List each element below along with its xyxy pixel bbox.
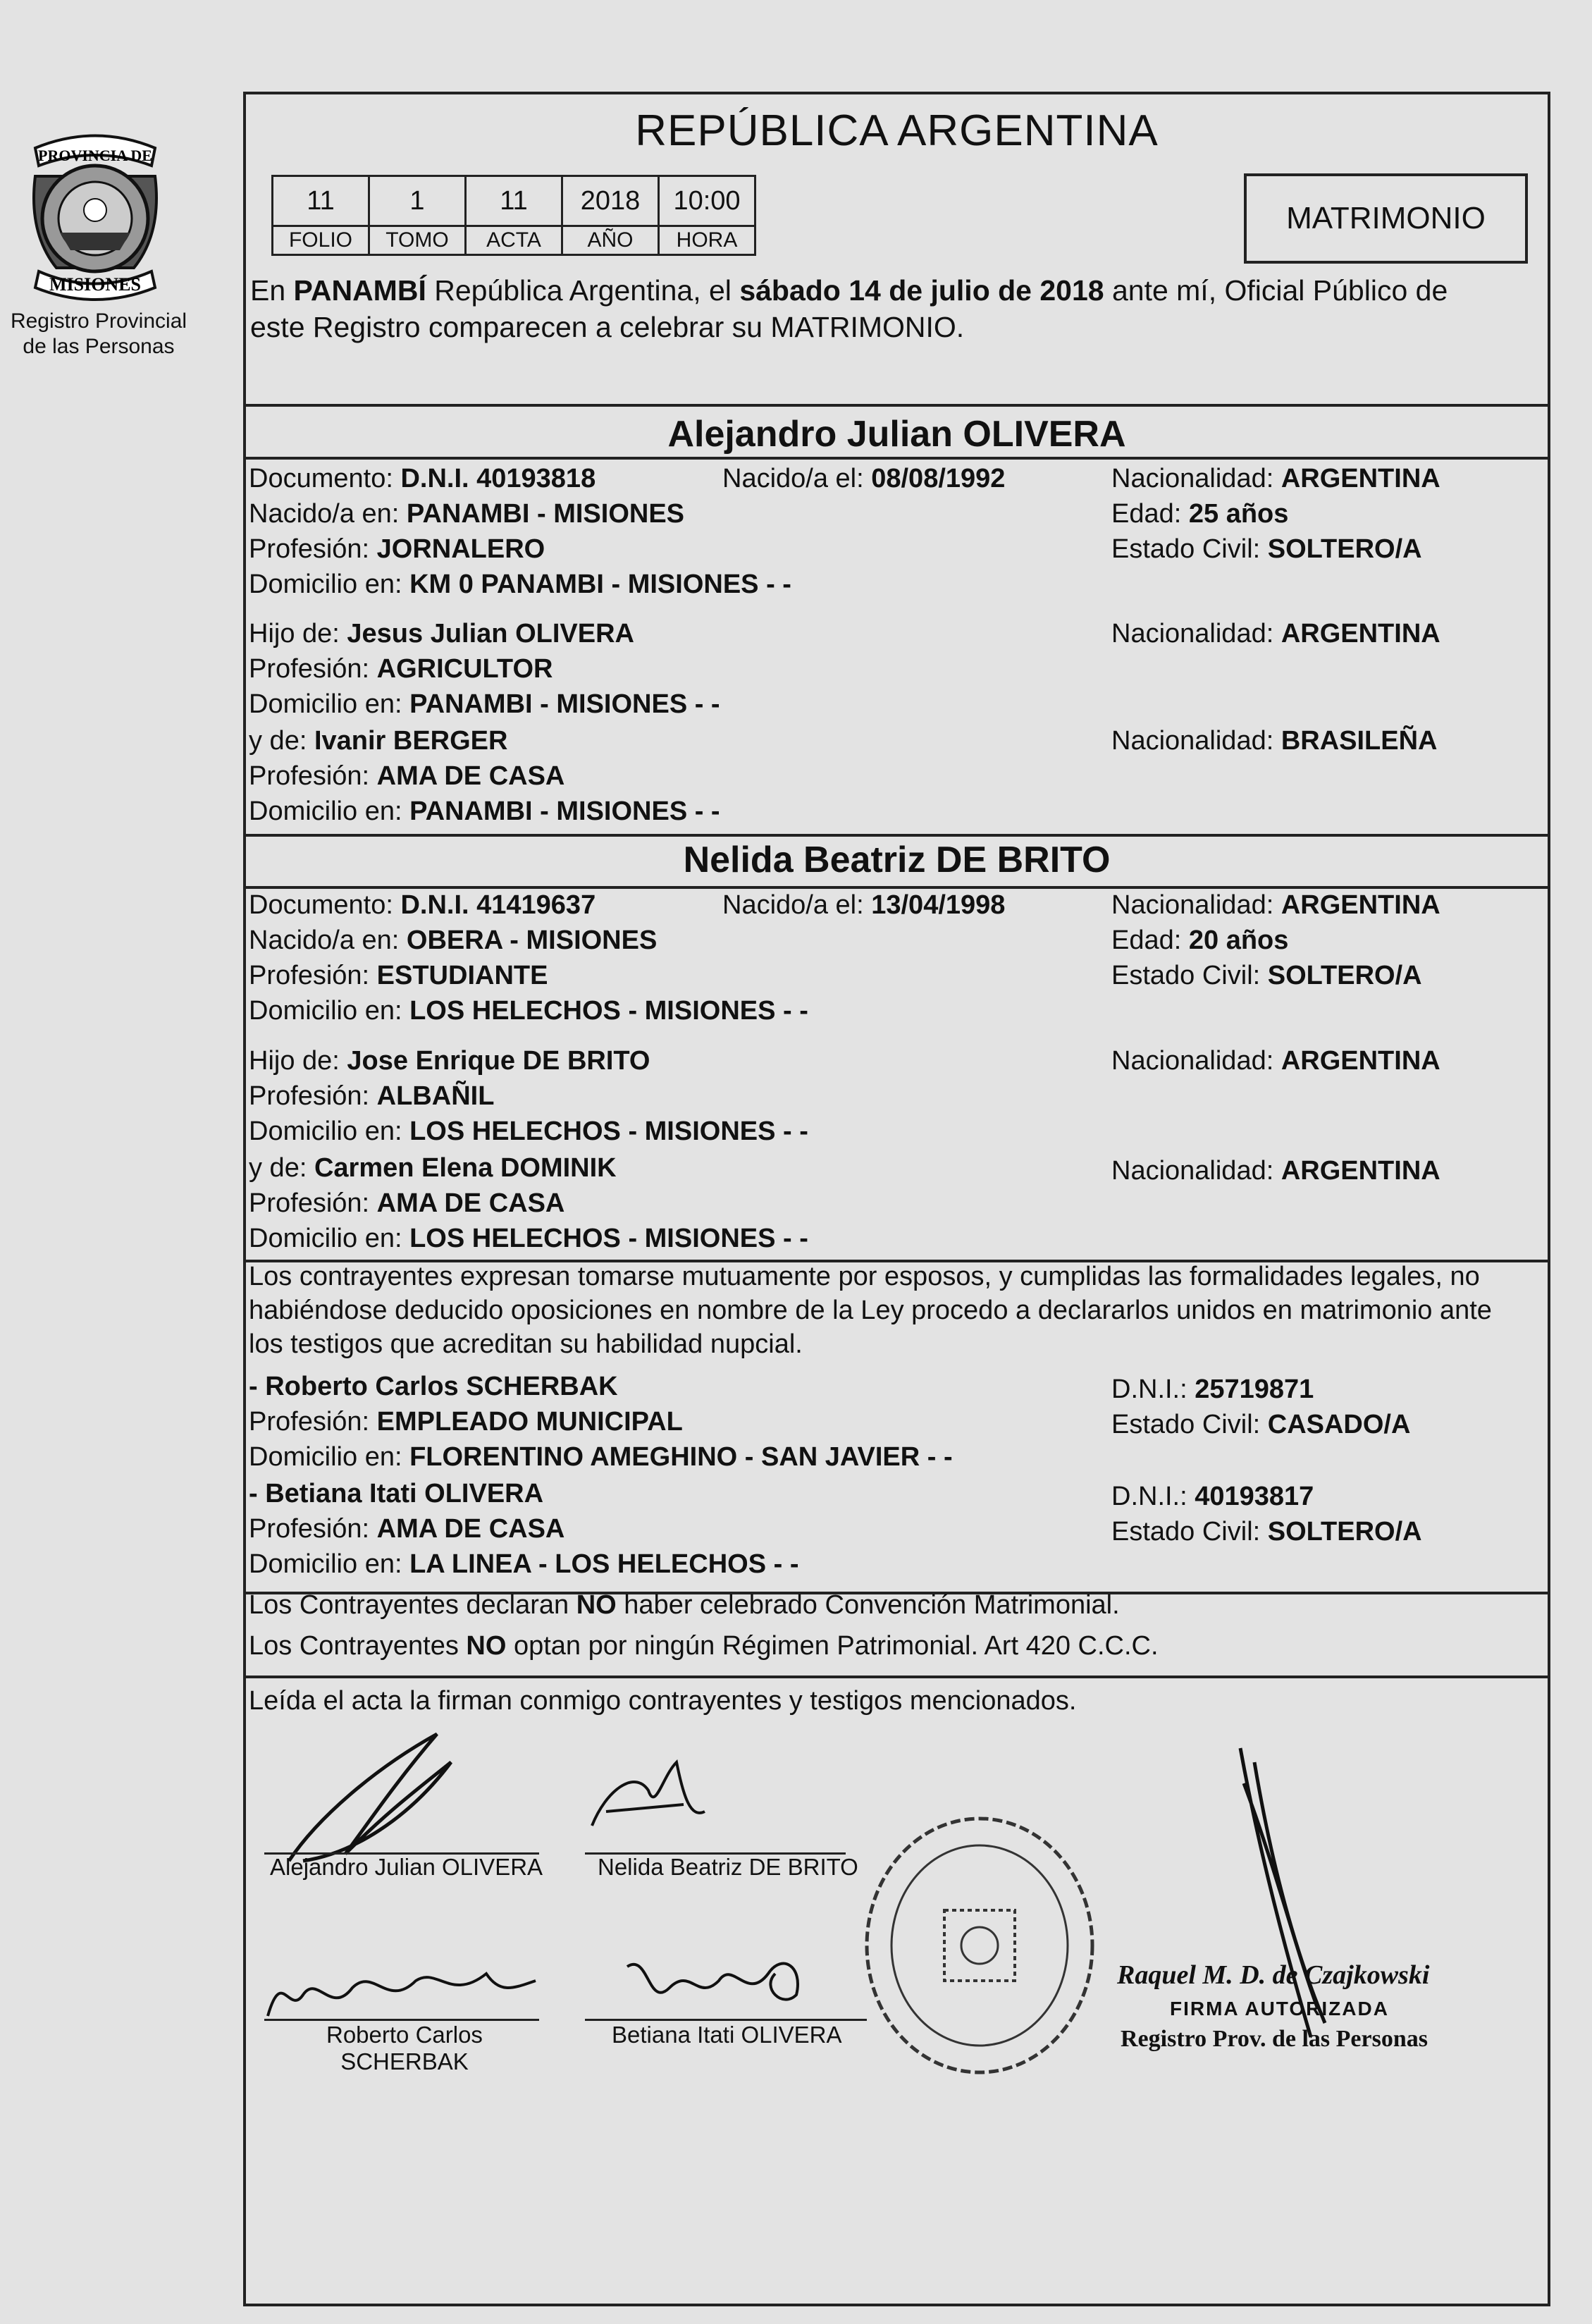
field-label: Nacido/a el: [722, 464, 872, 493]
field-label: Profesión: [249, 534, 377, 564]
field-value: ARGENTINA [1281, 890, 1440, 920]
page-title: REPÚBLICA ARGENTINA [635, 106, 1159, 155]
groom-nacido-el [722, 464, 1005, 494]
field-value: Jose Enrique DE BRITO [347, 1046, 650, 1076]
field-label: y de: [249, 726, 314, 756]
bride-edad [1111, 926, 1288, 956]
intro-text: ante mí, Oficial Público de [1104, 274, 1448, 307]
declaration [249, 1260, 1549, 1361]
field-label: Profesión: [249, 1514, 377, 1544]
field-label: D.N.I.: [1111, 1482, 1195, 1511]
field-value: JORNALERO [376, 534, 545, 564]
field-label: Estado Civil: [1111, 1517, 1268, 1547]
official-seal [860, 1812, 1099, 2079]
groom-domicilio [249, 570, 791, 600]
groom-profesion [249, 534, 545, 565]
witness1-signature-name-line: Roberto Carlos [326, 2022, 483, 2048]
witness1-domicilio [249, 1442, 953, 1473]
witness2-estado-civil [1111, 1517, 1422, 1547]
groom-nacionalidad [1111, 464, 1440, 494]
field-value: AMA DE CASA [376, 761, 565, 791]
convention-text: Los Contrayentes declaran [249, 1590, 576, 1620]
record-table [271, 175, 756, 256]
hora-value: 10:00 [659, 176, 755, 226]
field-value: OBERA - MISIONES [406, 926, 658, 955]
field-label: D.N.I.: [1111, 1375, 1195, 1404]
acta-label: ACTA [466, 226, 562, 255]
bride-profesion [249, 961, 548, 991]
field-label: Nacido/a en: [249, 926, 407, 955]
field-label: Documento: [249, 890, 401, 920]
groom-edad [1111, 499, 1288, 529]
field-value: KM 0 PANAMBI - MISIONES - - [409, 570, 791, 599]
field-label: Edad: [1111, 926, 1189, 955]
field-label: Profesión: [249, 961, 377, 990]
field-value: ESTUDIANTE [376, 961, 548, 990]
emblem-caption [0, 309, 197, 359]
witness2-dni [1111, 1482, 1314, 1512]
declaration-line: habiéndose deducido oposiciones en nombre de la Ley procedo a declararlos unidos en matrimonio ante [249, 1296, 1492, 1325]
bride-padre-profesion [249, 1081, 494, 1112]
bride-estado-civil [1111, 961, 1422, 991]
field-label: Nacido/a en: [249, 499, 407, 529]
groom-padre-profesion [249, 654, 553, 684]
bride-padre-nacionalidad [1111, 1046, 1440, 1076]
field-value: LOS HELECHOS - MISIONES - - [409, 1117, 808, 1146]
field-label: Domicilio en: [249, 797, 410, 826]
field-label: Domicilio en: [249, 1549, 410, 1579]
bride-padre-domicilio [249, 1117, 808, 1147]
field-value: D.N.I. 41419637 [400, 890, 596, 920]
field-label: Nacionalidad: [1111, 1156, 1281, 1186]
field-value: 25 años [1188, 499, 1289, 529]
field-label: Profesión: [249, 1081, 377, 1111]
bride-madre-profesion [249, 1188, 564, 1219]
field-label: Hijo de: [249, 1046, 347, 1076]
bride-padre [249, 1046, 650, 1076]
intro-line1 [250, 272, 1545, 309]
bride-nacionalidad [1111, 890, 1440, 921]
field-value: SOLTERO/A [1267, 1517, 1422, 1547]
field-value: AGRICULTOR [376, 654, 553, 684]
witness2-signature [620, 1938, 825, 2023]
groom-documento [249, 464, 596, 494]
witness1-dni [1111, 1375, 1314, 1405]
emblem-caption-line2: de las Personas [23, 335, 175, 358]
field-label: Estado Civil: [1111, 534, 1268, 564]
closing-statement: Leída el acta la firman conmigo contrayentes y testigos mencionados. [249, 1686, 1077, 1716]
tomo-value: 1 [369, 176, 466, 226]
divider [243, 834, 1550, 837]
divider [243, 1676, 1550, 1678]
svg-text:MISIONES: MISIONES [49, 274, 142, 295]
field-value: ARGENTINA [1281, 1156, 1440, 1186]
convention-text: optan por ningún Régimen Patrimonial. Art 420 C.C.C. [506, 1631, 1159, 1661]
witness2-profesion [249, 1514, 564, 1544]
field-label: Estado Civil: [1111, 1410, 1268, 1439]
field-value: BRASILEÑA [1281, 726, 1438, 756]
anio-label: AÑO [562, 226, 659, 255]
province-emblem [7, 127, 183, 303]
groom-nacido-en [249, 499, 684, 529]
witness1-name [249, 1372, 618, 1402]
witness1-signature-name-line: SCHERBAK [340, 2048, 469, 2074]
groom-madre-domicilio [249, 797, 720, 827]
signature-line [585, 2019, 867, 2021]
bride-madre-nacionalidad [1111, 1156, 1440, 1186]
field-label: Domicilio en: [249, 570, 410, 599]
intro-line2: este Registro comparecen a celebrar su MATRIMONIO. [250, 311, 965, 343]
groom-madre-profesion [249, 761, 564, 792]
field-label: Nacionalidad: [1111, 464, 1281, 493]
intro-text: En [250, 274, 294, 307]
field-label: y de: [249, 1153, 314, 1183]
witness2-domicilio [249, 1549, 798, 1580]
witness1-signature-name [326, 2022, 483, 2075]
groom-madre [249, 726, 507, 756]
field-value: SOLTERO/A [1267, 961, 1422, 990]
field-label: Profesión: [249, 654, 377, 684]
field-value: LOS HELECHOS - MISIONES - - [409, 1224, 808, 1253]
field-label: Domicilio en: [249, 996, 410, 1026]
field-label: Estado Civil: [1111, 961, 1268, 990]
field-label: Nacionalidad: [1111, 726, 1281, 756]
field-label: Profesión: [249, 1407, 377, 1437]
folio-value: 11 [273, 176, 369, 226]
field-value: LA LINEA - LOS HELECHOS - - [409, 1549, 799, 1579]
field-value: 08/08/1992 [871, 464, 1006, 493]
field-value: ALBAÑIL [376, 1081, 495, 1111]
svg-text:PROVINCIA DE: PROVINCIA DE [38, 147, 152, 164]
groom-name: Alejandro Julian OLIVERA [667, 414, 1126, 455]
divider [243, 404, 1550, 407]
groom-padre-nacionalidad [1111, 619, 1440, 649]
field-value: Ivanir BERGER [314, 726, 508, 756]
field-label: Documento: [249, 464, 401, 493]
field-value: 13/04/1998 [871, 890, 1006, 920]
witness1-profesion [249, 1407, 683, 1437]
field-value: EMPLEADO MUNICIPAL [376, 1407, 683, 1437]
bride-documento [249, 890, 596, 921]
declaration-line: los testigos que acreditan su habilidad nupcial. [249, 1329, 803, 1359]
field-label: Nacionalidad: [1111, 619, 1281, 648]
field-value: CASADO/A [1267, 1410, 1411, 1439]
field-value: LOS HELECHOS - MISIONES - - [409, 996, 808, 1026]
groom-estado-civil [1111, 534, 1422, 565]
intro-text: República Argentina, el [426, 274, 740, 307]
witness1-estado-civil [1111, 1410, 1410, 1440]
field-label: Domicilio en: [249, 1117, 410, 1146]
official-office: Registro Prov. de las Personas [1121, 2026, 1428, 2052]
bride-name: Nelida Beatriz DE BRITO [683, 840, 1111, 880]
bride-madre-domicilio [249, 1224, 808, 1254]
field-value: 20 años [1188, 926, 1289, 955]
signature-line [264, 2019, 539, 2021]
field-value: ARGENTINA [1281, 619, 1440, 648]
witness2-name [249, 1479, 543, 1509]
anio-value: 2018 [562, 176, 659, 226]
groom-padre [249, 619, 634, 649]
field-value: - Roberto Carlos SCHERBAK [249, 1372, 618, 1401]
field-value: PANAMBI - MISIONES - - [409, 797, 720, 826]
field-label: Hijo de: [249, 619, 347, 648]
field-value: ARGENTINA [1281, 1046, 1440, 1076]
declaration-line: Los contrayentes expresan tomarse mutuamente por esposos, y cumplidas las formalidades legales, no [249, 1262, 1480, 1291]
field-value: PANAMBI - MISIONES [406, 499, 685, 529]
bride-nacido-el [722, 890, 1005, 921]
field-label: Domicilio en: [249, 689, 410, 719]
intro-date: sábado 14 de julio de 2018 [739, 274, 1104, 307]
tomo-label: TOMO [369, 226, 466, 255]
groom-signature [261, 1720, 543, 1875]
field-value: 40193817 [1195, 1482, 1314, 1511]
convention-text: Los Contrayentes [249, 1631, 467, 1661]
official-role: FIRMA AUTORIZADA [1170, 1998, 1389, 2019]
field-label: Nacionalidad: [1111, 890, 1281, 920]
intro-place: PANAMBÍ [293, 274, 426, 307]
field-value: - Betiana Itati OLIVERA [249, 1479, 544, 1508]
field-label: Nacionalidad: [1111, 1046, 1281, 1076]
field-label: Profesión: [249, 1188, 377, 1218]
official-name: Raquel M. D. de Czajkowski [1117, 1960, 1430, 1990]
convention-no: NO [466, 1631, 507, 1661]
convention-text: haber celebrado Convención Matrimonial. [616, 1590, 1120, 1620]
emblem-caption-line1: Registro Provincial [10, 309, 187, 333]
field-value: FLORENTINO AMEGHINO - SAN JAVIER - - [409, 1442, 953, 1472]
field-label: Domicilio en: [249, 1224, 410, 1253]
field-value: AMA DE CASA [376, 1514, 565, 1544]
field-label: Profesión: [249, 761, 377, 791]
convention-line2 [249, 1631, 1159, 1661]
divider [243, 457, 1550, 460]
field-label: Nacido/a el: [722, 890, 872, 920]
witness2-signature-name: Betiana Itati OLIVERA [612, 2022, 842, 2048]
divider [243, 886, 1550, 889]
bride-signature-name: Nelida Beatriz DE BRITO [598, 1854, 858, 1880]
groom-madre-nacionalidad [1111, 726, 1438, 756]
groom-signature-name: Alejandro Julian OLIVERA [270, 1854, 543, 1880]
field-label: Domicilio en: [249, 1442, 410, 1472]
convention-no: NO [576, 1590, 617, 1620]
bride-domicilio [249, 996, 808, 1026]
convention-line1 [249, 1590, 1120, 1621]
field-value: 25719871 [1195, 1375, 1314, 1404]
bride-signature [578, 1748, 719, 1854]
field-value: AMA DE CASA [376, 1188, 565, 1218]
record-type-box: MATRIMONIO [1244, 173, 1528, 264]
field-value: D.N.I. 40193818 [400, 464, 596, 493]
field-label: Edad: [1111, 499, 1189, 529]
bride-madre [249, 1153, 617, 1183]
field-value: SOLTERO/A [1267, 534, 1422, 564]
bride-nacido-en [249, 926, 657, 956]
hora-label: HORA [659, 226, 755, 255]
field-value: Carmen Elena DOMINIK [314, 1153, 617, 1183]
field-value: Jesus Julian OLIVERA [347, 619, 634, 648]
acta-value: 11 [466, 176, 562, 226]
field-value: PANAMBI - MISIONES - - [409, 689, 720, 719]
groom-padre-domicilio [249, 689, 720, 720]
folio-label: FOLIO [273, 226, 369, 255]
field-value: ARGENTINA [1281, 464, 1440, 493]
